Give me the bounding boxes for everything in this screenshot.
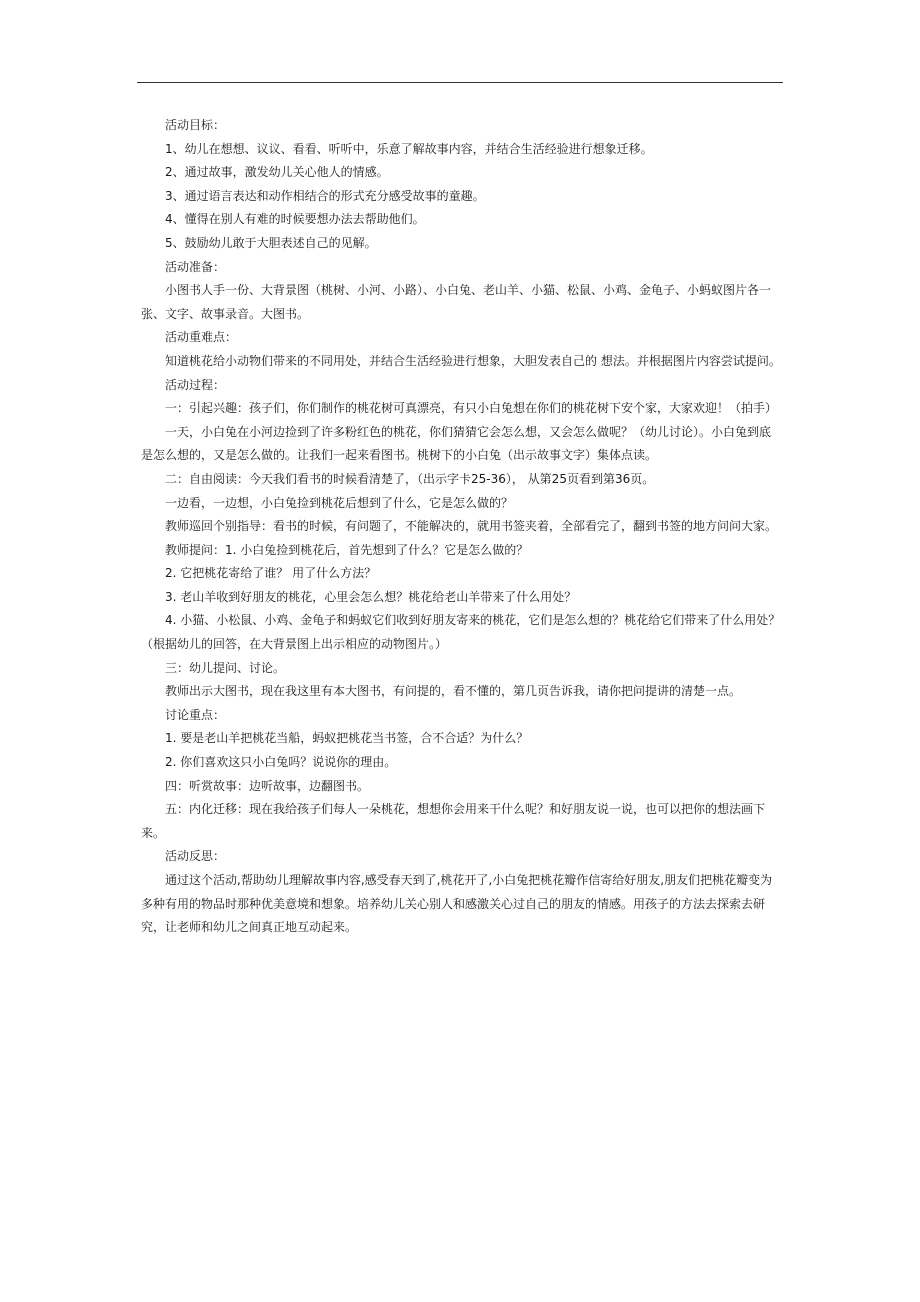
goal-item: 2、通过故事，激发幼儿关心他人的情感。 [165, 165, 389, 180]
goal-item: 1、幼儿在想想、议议、看看、听听中，乐意了解故事内容，并结合生活经验进行想象迁移。 [165, 141, 653, 156]
discussion-item: 2. 你们喜欢这只小白兔吗？说说你的理由。 [165, 755, 397, 770]
section-heading-process: 活动过程： [165, 377, 226, 392]
header-rule [137, 82, 783, 83]
reflection-text: 通过这个活动,帮助幼儿理解故事内容,感受春天到了,桃花开了,小白兔把桃花瓣作信寄给好朋友,朋友们把桃花瓣变为多种有用的物品时那种优美意境和想象。培养幼儿关心别人和感激关心过自己的朋友的情感。用孩子的方法去探索去研究，让老师和幼儿之间真正地互动起来。 [141, 873, 773, 935]
process-step: 四：听赏故事：边听故事，边翻图书。 [165, 778, 370, 793]
goal-item: 3、通过语言表达和动作相结合的形式充分感受故事的童趣。 [165, 188, 485, 203]
document-body [141, 114, 781, 940]
process-step: 五：内化迁移：现在我给孩子们每人一朵桃花，想想你会用来干什么呢？和好朋友说一说，也可以把你的想法画下来。 [141, 802, 766, 840]
section-heading-goals: 活动目标： [165, 118, 226, 132]
teacher-question: 教师提问：1. 小白兔捡到桃花后，首先想到了什么？它是怎么做的？ [165, 542, 529, 557]
key-points-text: 知道桃花给小动物们带来的不同用处，并结合生活经验进行想象，大胆发表自己的 想法。并根据图片内容尝试提问。 [165, 353, 781, 368]
process-step: 三：幼儿提问、讨论。 [165, 660, 286, 675]
process-step: 一：引起兴趣：孩子们，你们制作的桃花树可真漂亮，有只小白兔想在你们的桃花树下安个家，大家欢迎！（拍手） [165, 401, 778, 416]
process-step: 二：自由阅读：今天我们看书的时候看清楚了，（出示字卡25-36）， 从第25页看到第36页。 [165, 471, 655, 486]
goal-item: 5、鼓励幼儿敢于大胆表述自己的见解。 [165, 235, 377, 250]
teacher-question: 2. 它把桃花寄给了谁？ 用了什么方法？ [165, 566, 377, 581]
discussion-heading: 讨论重点： [165, 707, 226, 722]
section-heading-preparation: 活动准备： [165, 259, 226, 274]
process-text: 一边看，一边想，小白兔捡到桃花后想到了什么，它是怎么做的？ [165, 495, 514, 510]
process-text: 教师出示大图书，现在我这里有本大图书，有问提的，看不懂的，第几页告诉我，请你把问提讲的清楚一点。 [165, 684, 742, 699]
teacher-question: 3. 老山羊收到好朋友的桃花，心里会怎么想？桃花给老山羊带来了什么用处？ [165, 589, 577, 604]
teacher-question: 4. 小猫、小松鼠、小鸡、金龟子和蚂蚁它们收到好朋友寄来的桃花，它们是怎么想的？桃花给它们带来了什么用处？（根据幼儿的回答，在大背景图上出示相应的动物图片。） [141, 613, 781, 652]
discussion-item: 1. 要是老山羊把桃花当船，蚂蚁把桃花当书签，合不合适？为什么？ [165, 731, 529, 746]
process-text: 教师巡回个别指导：看书的时候，有问题了，不能解决的，就用书签夹着，全部看完了，翻到书签的地方问问大家。 [165, 519, 778, 534]
section-heading-reflection: 活动反思： [165, 849, 226, 864]
process-text: 一天，小白兔在小河边捡到了许多粉红色的桃花，你们猜猜它会怎么想，又会怎么做呢？（幼儿讨论）。小白兔到底是怎么想的，又是怎么做的。让我们一起来看图书。桃树下的小白兔（出示故事文字）集体点读。 [141, 424, 772, 463]
preparation-text: 小图书人手一份、大背景图（桃树、小河、小路）、小白兔、老山羊、小猫、松鼠、小鸡、金龟子、小蚂蚁图片各一张、文字、故事录音。大图书。 [141, 283, 772, 321]
goal-item: 4、懂得在别人有难的时候要想办法去帮助他们。 [165, 212, 425, 227]
section-heading-key-points: 活动重难点： [165, 330, 238, 345]
